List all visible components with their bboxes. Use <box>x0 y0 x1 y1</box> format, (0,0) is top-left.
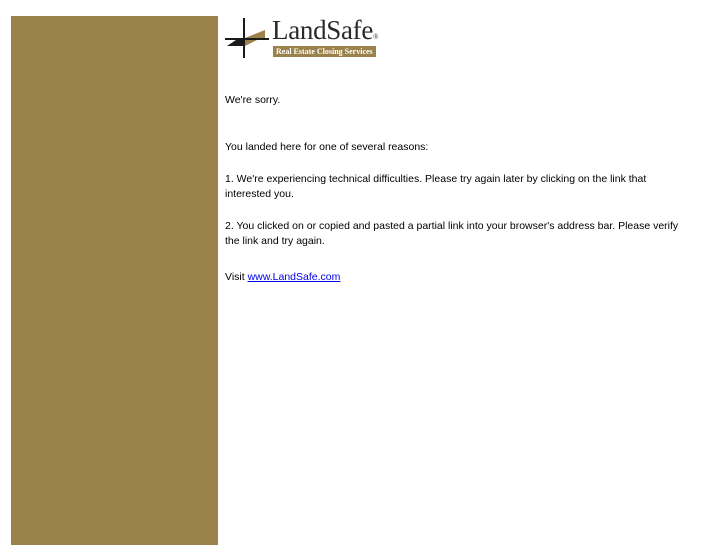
landsafe-logo <box>225 16 395 62</box>
logo-mark-icon <box>225 16 271 62</box>
visit-label: Visit <box>225 271 245 283</box>
logo-name-text: LandSafe <box>272 15 374 45</box>
logo-tagline: Real Estate Closing Services <box>273 46 376 57</box>
main-content <box>225 15 705 283</box>
reason-1-text: 1. We're experiencing technical difficulties. Please try again later by clicking on the link that interested you. <box>225 173 647 200</box>
sorry-text: We're sorry. <box>225 94 281 106</box>
sidebar-panel <box>11 16 218 545</box>
reason-2-text: 2. You clicked on or copied and pasted a partial link into your browser's address bar. Please verify the link and try again. <box>225 220 679 247</box>
landsafe-home-link[interactable]: www.LandSafe.com <box>247 271 341 283</box>
registered-mark: ® <box>373 33 379 41</box>
intro-text: You landed here for one of several reasons: <box>225 141 429 153</box>
visit-line <box>225 270 340 285</box>
